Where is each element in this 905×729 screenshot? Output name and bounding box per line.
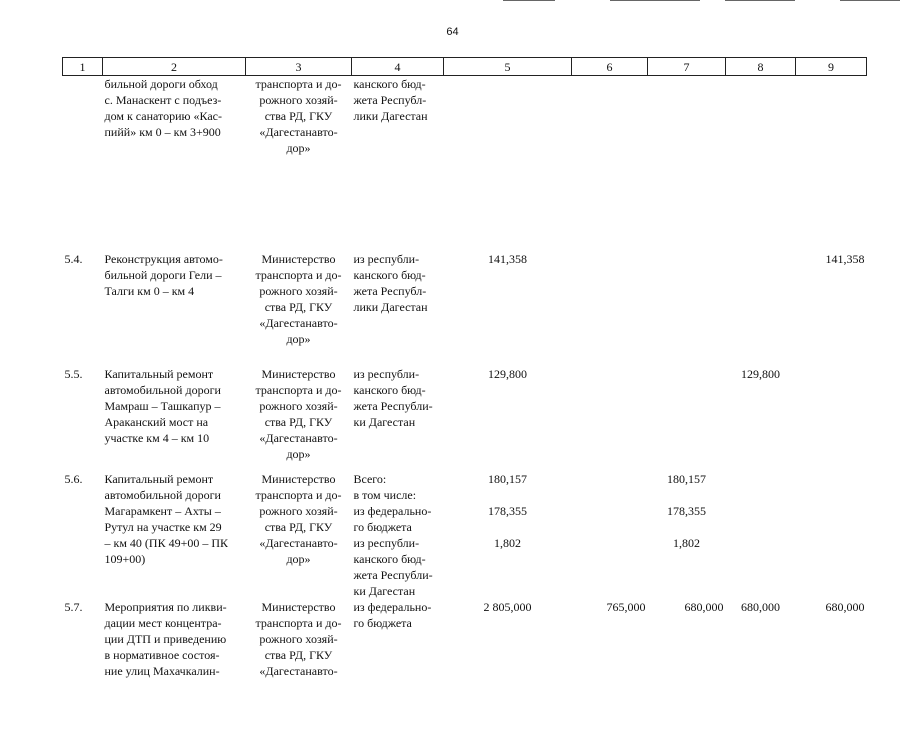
amount-col-7 [648, 471, 726, 599]
funding-source [352, 471, 444, 599]
funding-source-line: канского бюд- [353, 551, 426, 566]
funding-source-line: лики Дагестан [353, 109, 428, 123]
table-row [63, 471, 867, 599]
measure-name-line: участке км 4 – км 10 [104, 430, 210, 445]
table-row [63, 251, 867, 366]
measure-name [103, 251, 246, 366]
executor-line: рожного хозяй- [259, 93, 338, 107]
amount-col-8-line: 680,000 [741, 599, 780, 614]
measure-name-line: автомобильной дороги [104, 487, 221, 502]
executor-line: транспорта и до- [255, 267, 342, 282]
funding-source-line: ки Дагестан [353, 583, 416, 598]
amount-col-7-line: 680,000 [684, 599, 724, 614]
amount-col-7 [648, 366, 726, 471]
funding-source-line: жета Республи- [353, 398, 433, 413]
column-number-3: 3 [246, 58, 352, 76]
item-number [63, 76, 103, 251]
measure-name-line: дом к санаторию «Кас- [104, 109, 223, 123]
amount-total-line: 180,157 [488, 471, 527, 486]
amount-col-7 [648, 251, 726, 366]
measure-name-line: Реконструкция автомо- [104, 251, 223, 266]
executor-line: рожного хозяй- [259, 398, 338, 413]
executor-line: «Дагестанавто- [259, 315, 338, 330]
executor-line: рожного хозяй- [259, 283, 338, 298]
executor-line: дор» [286, 446, 311, 461]
amount-col-8-line: 129,800 [741, 366, 780, 381]
scan-edge-line [610, 0, 700, 1]
measure-name-line: Капитальный ремонт [104, 366, 214, 381]
table-row [63, 599, 867, 729]
funding-source [352, 76, 444, 251]
measure-name-line: в нормативное состоя- [104, 647, 220, 662]
amount-col-7-line: 178,355 [667, 503, 706, 518]
page-number: 64 [446, 26, 459, 38]
amount-col-8 [726, 599, 796, 729]
funding-source [352, 251, 444, 366]
executor-line: «Дагестанавто- [259, 125, 338, 139]
executor-line: Министерство [261, 599, 336, 614]
column-number-header [63, 58, 867, 76]
amount-col-6 [572, 599, 648, 729]
item-number: 5.4. [64, 251, 83, 266]
executor-line: Министерство [261, 366, 336, 381]
executor-line: «Дагестанавто- [259, 663, 338, 678]
executor [246, 251, 352, 366]
executor-line: Министерство [261, 471, 336, 486]
measure-name-line: Талги км 0 – км 4 [104, 283, 195, 298]
measure-name-line: ции ДТП и приведению [104, 631, 227, 646]
funding-source-line: канского бюд- [353, 382, 426, 397]
spacer [650, 487, 724, 503]
executor-line: ства РД, ГКУ [264, 647, 333, 662]
table-row [63, 76, 867, 251]
amount-col-7 [648, 76, 726, 251]
funding-source-line: из федерально- [353, 503, 432, 518]
amount-total-line: 2 805,000 [483, 599, 532, 614]
measure-name-line: Мамраш – Ташкапур – [104, 398, 221, 413]
measure-name-line: бильной дороги обход [104, 77, 218, 91]
executor-line: «Дагестанавто- [259, 430, 338, 445]
funding-source-line: лики Дагестан [353, 299, 428, 314]
scan-edge-line [840, 0, 900, 1]
column-number-1: 1 [63, 58, 103, 76]
column-number-4: 4 [352, 58, 444, 76]
amount-col-9 [796, 366, 867, 471]
amount-total-line: 178,355 [488, 503, 527, 518]
executor-line: дор» [286, 551, 311, 566]
column-number-6: 6 [572, 58, 648, 76]
measure-name-line: дации мест концентра- [104, 615, 222, 630]
spacer [650, 519, 724, 535]
measure-name [103, 366, 246, 471]
item-number: 5.6. [64, 471, 83, 486]
funding-source-line: жета Республ- [353, 283, 427, 298]
amount-col-6 [572, 76, 648, 251]
amount-col-6 [572, 251, 648, 366]
executor-line: транспорта и до- [255, 487, 342, 502]
amount-col-6-line: 765,000 [606, 599, 646, 614]
executor [246, 76, 352, 251]
spacer [446, 487, 570, 503]
item-number: 5.5. [64, 366, 83, 381]
amount-col-8 [726, 366, 796, 471]
amount-total [444, 471, 572, 599]
funding-source-line: канского бюд- [353, 267, 426, 282]
amount-col-9-line: 680,000 [825, 599, 865, 614]
funding-source-line: жета Республ- [353, 93, 427, 107]
amount-total-line: 129,800 [488, 366, 527, 381]
funding-source-line: из республи- [353, 251, 420, 266]
funding-source-line: из республи- [353, 535, 420, 550]
executor-line: ства РД, ГКУ [264, 519, 333, 534]
executor-line: транспорта и до- [255, 382, 342, 397]
budget-table [62, 57, 867, 729]
measure-name-line: Мероприятия по ликви- [104, 599, 227, 614]
amount-col-7-line: 180,157 [667, 471, 706, 486]
funding-source-line: в том числе: [353, 487, 417, 502]
executor [246, 471, 352, 599]
measure-name-line: ние улиц Махачкалин- [104, 663, 220, 678]
amount-col-8 [726, 251, 796, 366]
scan-edge-line [503, 0, 555, 1]
executor-line: рожного хозяй- [259, 631, 338, 646]
measure-name-line: с. Манаскент с подъез- [104, 93, 222, 107]
column-number-9: 9 [796, 58, 867, 76]
amount-total [444, 76, 572, 251]
executor-line: дор» [286, 141, 311, 155]
measure-name-line: бильной дороги Гели – [104, 267, 222, 282]
item-number: 5.7. [64, 599, 83, 614]
amount-col-6 [572, 471, 648, 599]
executor-line: «Дагестанавто- [259, 535, 338, 550]
executor-line: ства РД, ГКУ [264, 109, 333, 123]
amount-col-9 [796, 471, 867, 599]
measure-name-line: пийй» км 0 – км 3+900 [104, 125, 221, 139]
spacer [446, 519, 570, 535]
executor-line: рожного хозяй- [259, 503, 338, 518]
measure-name-line: Магарамкент – Ахты – [104, 503, 221, 518]
funding-source [352, 599, 444, 729]
measure-name [103, 471, 246, 599]
measure-name-line: Капитальный ремонт [104, 471, 214, 486]
executor-line: транспорта и до- [255, 615, 342, 630]
executor-line: ства РД, ГКУ [264, 299, 333, 314]
measure-name-line: автомобильной дороги [104, 382, 221, 397]
amount-total [444, 366, 572, 471]
funding-source-line: жета Республи- [353, 567, 433, 582]
funding-source-line: из республи- [353, 366, 420, 381]
amount-total-line: 141,358 [488, 251, 527, 266]
column-number-8: 8 [726, 58, 796, 76]
amount-col-6 [572, 366, 648, 471]
amount-col-9 [796, 251, 867, 366]
funding-source-line: из федерально- [353, 599, 432, 614]
executor-line: дор» [286, 331, 311, 346]
table-body [63, 76, 867, 729]
amount-col-9 [796, 599, 867, 729]
column-number-2: 2 [103, 58, 246, 76]
funding-source-line: Всего: [353, 471, 387, 486]
executor [246, 366, 352, 471]
amount-col-7 [648, 599, 726, 729]
amount-col-9 [796, 76, 867, 251]
column-number-5: 5 [444, 58, 572, 76]
executor-line: Министерство [261, 251, 336, 266]
funding-source-line: го бюджета [353, 519, 412, 534]
table-row [63, 366, 867, 471]
funding-source-line: канского бюд- [353, 77, 426, 91]
measure-name-line: Рутул на участке км 29 [104, 519, 222, 534]
scan-edge-line [725, 0, 795, 1]
amount-col-8 [726, 471, 796, 599]
executor-line: ства РД, ГКУ [264, 414, 333, 429]
amount-col-8 [726, 76, 796, 251]
measure-name-line: – км 40 (ПК 49+00 – ПК [104, 535, 229, 550]
executor-line: транспорта и до- [255, 77, 342, 91]
measure-name [103, 76, 246, 251]
amount-total-line: 1,802 [494, 535, 521, 550]
measure-name-line: 109+00) [104, 551, 146, 566]
measure-name [103, 599, 246, 729]
funding-source-line: ки Дагестан [353, 414, 416, 429]
amount-col-7-line: 1,802 [673, 535, 700, 550]
amount-col-9-line: 141,358 [825, 251, 865, 266]
amount-total [444, 599, 572, 729]
executor [246, 599, 352, 729]
measure-name-line: Араканский мост на [104, 414, 209, 429]
column-number-7: 7 [648, 58, 726, 76]
funding-source-line: го бюджета [353, 615, 412, 630]
amount-total [444, 251, 572, 366]
funding-source [352, 366, 444, 471]
